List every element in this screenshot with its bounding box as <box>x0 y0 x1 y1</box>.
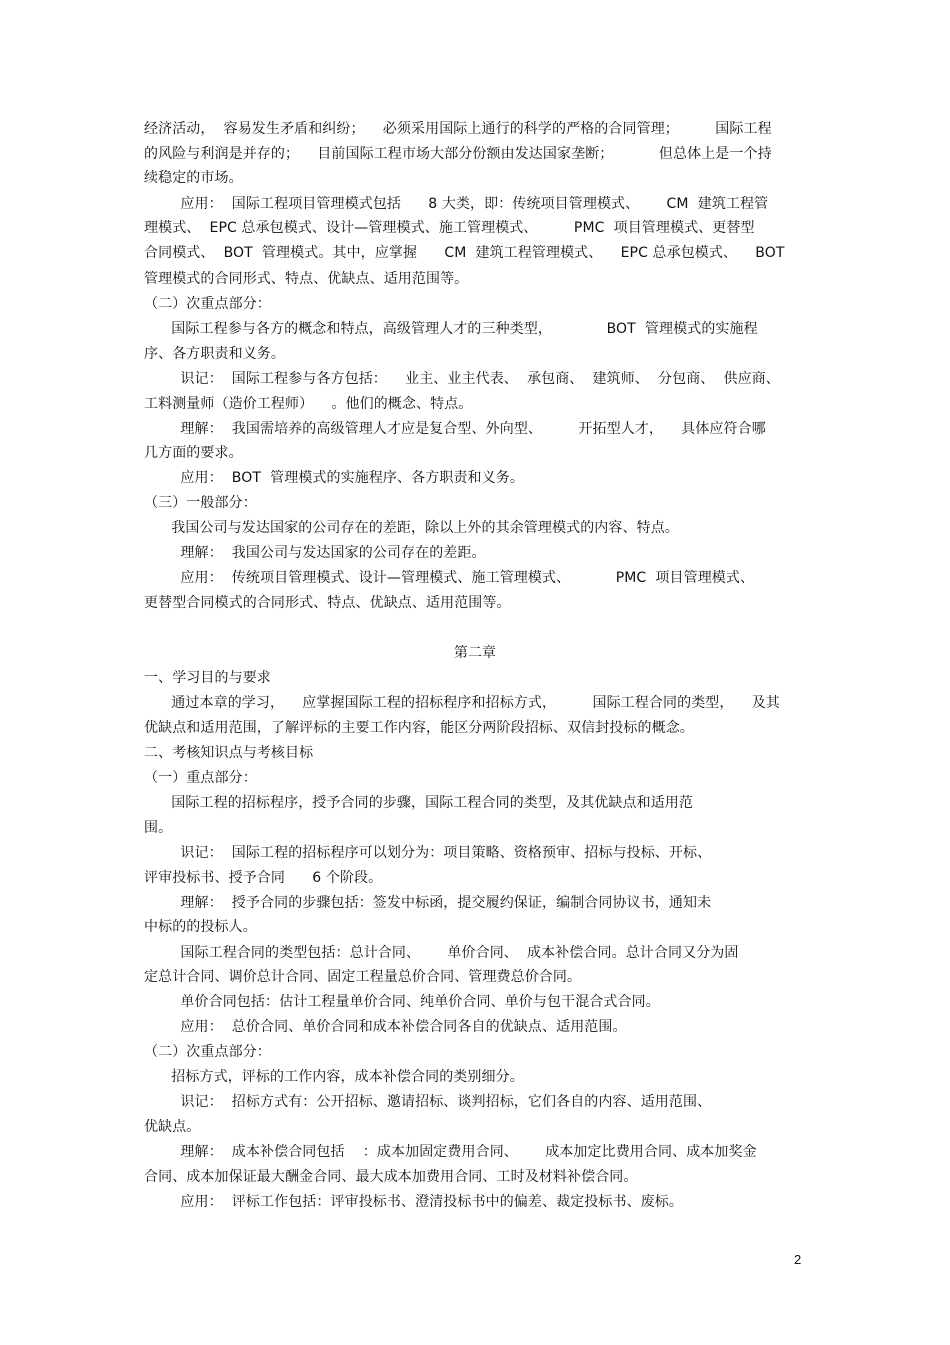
text-line: 国际工程参与各方的概念和特点，高级管理人才的三种类型， BOT 管理模式的实施程 <box>144 321 758 337</box>
text-line: 理模式、 EPC 总承包模式、设计—管理模式、施工管理模式、 PMC 项目管理模式、更替型 <box>144 220 755 236</box>
section-heading: （一）重点部分： <box>144 770 257 786</box>
text-line: 更替型合同模式的合同形式、特点、优缺点、适用范围等。 <box>144 595 511 611</box>
text-line: 定总计合同、调价总计合同、固定工程量总价合同、管理费总价合同。 <box>144 969 582 985</box>
text-line: 中标的的投标人。 <box>144 919 257 935</box>
text-line: 通过本章的学习， 应掌握国际工程的招标程序和招标方式， 国际工程合同的类型， 及其 <box>144 695 780 711</box>
page-number: 2 <box>794 1252 802 1267</box>
text-line: 理解： 我国公司与发达国家的公司存在的差距。 <box>144 545 486 561</box>
text-line: 理解： 成本补偿合同包括 ：成本加固定费用合同、 成本加定比费用合同、成本加奖金 <box>144 1144 757 1160</box>
text-line: 优缺点。 <box>144 1119 201 1135</box>
section-heading: （二）次重点部分： <box>144 296 271 312</box>
text-line: 合同模式、 BOT 管理模式。其中，应掌握 CM 建筑工程管理模式、 EPC 总承包模式、 BOT <box>144 245 785 261</box>
text-line: 应用： 评标工作包括：评审投标书、澄清投标书中的偏差、裁定投标书、废标。 <box>144 1194 683 1210</box>
section-heading: 二、考核知识点与考核目标 <box>144 745 314 761</box>
text-line: 识记： 国际工程的招标程序可以划分为：项目策略、资格预审、招标与投标、开标、 <box>144 845 712 861</box>
text-line: 应用： 国际工程项目管理模式包括 8 大类，即：传统项目管理模式、 CM 建筑工程管 <box>144 196 769 212</box>
text-line: 理解： 我国需培养的高级管理人才应是复合型、外向型、 开拓型人才， 具体应符合哪 <box>144 421 766 437</box>
text-line: 续稳定的市场。 <box>144 170 243 186</box>
text-line: 招标方式，评标的工作内容，成本补偿合同的类别细分。 <box>144 1069 524 1085</box>
text-line: 应用： BOT 管理模式的实施程序、各方职责和义务。 <box>144 470 524 486</box>
text-line: 应用： 总价合同、单价合同和成本补偿合同各自的优缺点、适用范围。 <box>144 1019 627 1035</box>
section-heading: 一、学习目的与要求 <box>144 670 271 686</box>
text-line: 国际工程合同的类型包括：总计合同、 单价合同、 成本补偿合同。总计合同又分为固 <box>144 945 739 961</box>
text-line: 评审投标书、授予合同 6 个阶段。 <box>144 870 383 886</box>
text-line: 单价合同包括：估计工程量单价合同、纯单价合同、单价与包干混合式合同。 <box>144 994 660 1010</box>
text-line: 优缺点和适用范围，了解评标的主要工作内容，能区分两阶段招标、双信封投标的概念。 <box>144 720 694 736</box>
text-line: 识记： 国际工程参与各方包括： 业主、业主代表、 承包商、 建筑师、 分包商、 供应商、 <box>144 371 780 387</box>
text-line: 工料测量师（造价工程师） 。他们的概念、特点。 <box>144 396 473 412</box>
section-heading: （二）次重点部分： <box>144 1044 271 1060</box>
text-line: 几方面的要求。 <box>144 445 243 461</box>
text-line: 国际工程的招标程序，授予合同的步骤，国际工程合同的类型，及其优缺点和适用范 <box>144 795 693 811</box>
text-line: 合同、成本加保证最大酬金合同、最大成本加费用合同、工时及材料补偿合同。 <box>144 1169 638 1185</box>
text-line: 的风险与利润是并存的； 目前国际工程市场大部分份额由发达国家垄断； 但总体上是一个持 <box>144 146 772 162</box>
text-line: 我国公司与发达国家的公司存在的差距，除以上外的其余管理模式的内容、特点。 <box>144 520 679 536</box>
text-line: 经济活动， 容易发生矛盾和纠纷； 必须采用国际上通行的科学的严格的合同管理； 国际工程 <box>144 121 772 137</box>
chapter-title: 第二章 <box>453 645 497 661</box>
section-heading: （三）一般部分： <box>144 495 257 511</box>
text-line: 管理模式的合同形式、特点、优缺点、适用范围等。 <box>144 271 469 287</box>
text-line: 序、各方职责和义务。 <box>144 346 285 362</box>
text-line: 识记： 招标方式有：公开招标、邀请招标、谈判招标，它们各自的内容、适用范围、 <box>144 1094 712 1110</box>
text-line: 应用： 传统项目管理模式、设计—管理模式、施工管理模式、 PMC 项目管理模式、 <box>144 570 755 586</box>
text-line: 理解： 授予合同的步骤包括：签发中标函，提交履约保证，编制合同协议书，通知未 <box>144 895 712 911</box>
text-line: 围。 <box>144 820 173 836</box>
